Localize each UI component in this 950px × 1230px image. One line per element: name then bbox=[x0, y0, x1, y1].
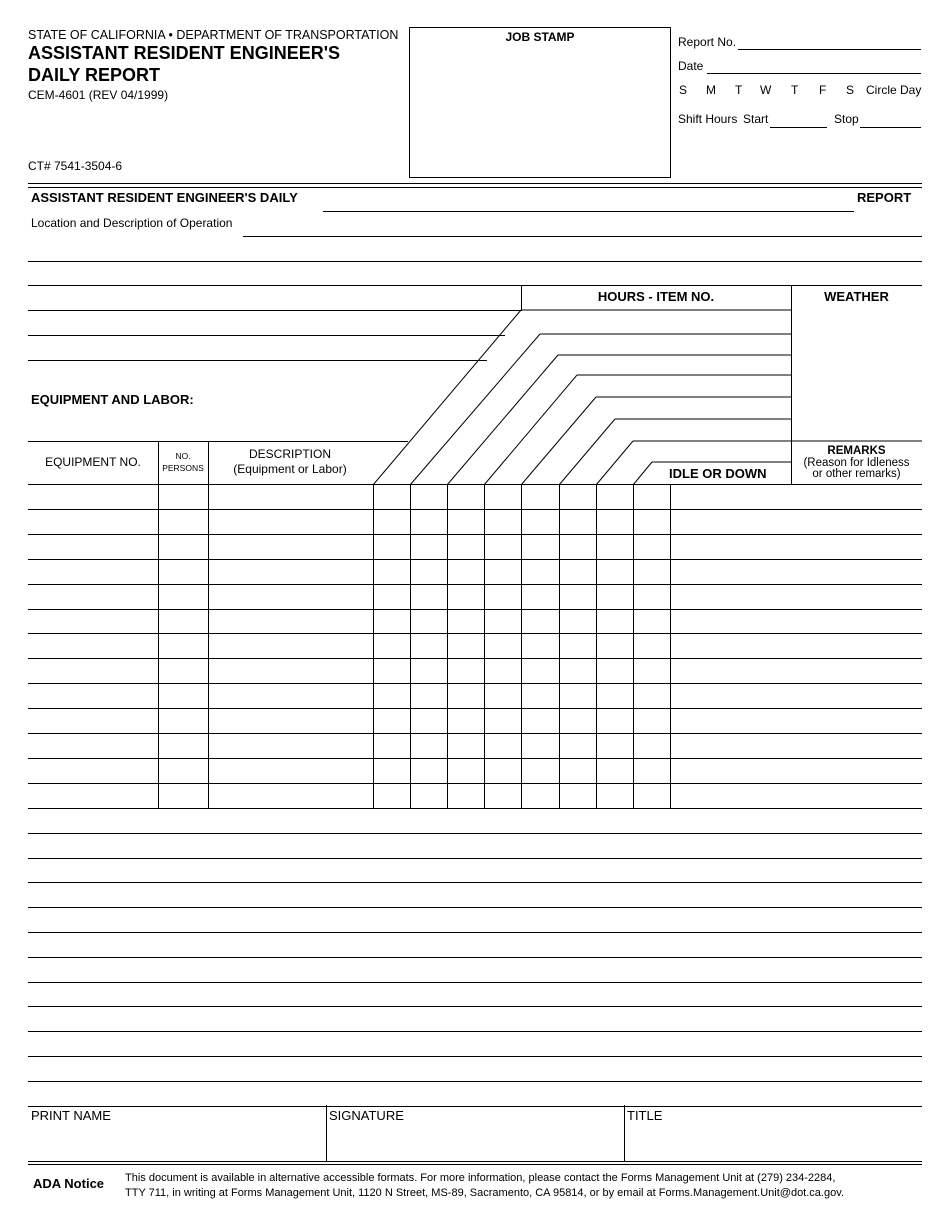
table-cell-input[interactable] bbox=[412, 786, 447, 804]
col-divider-persons bbox=[158, 441, 159, 808]
table-cell-input[interactable] bbox=[523, 587, 559, 605]
narrative-line bbox=[28, 882, 922, 883]
table-cell-input[interactable] bbox=[210, 786, 373, 804]
table-cell-input[interactable] bbox=[523, 562, 559, 580]
table-cell-input[interactable] bbox=[523, 487, 559, 505]
col-header-description-2: (Equipment or Labor) bbox=[233, 462, 347, 476]
table-cell-input[interactable] bbox=[30, 761, 158, 779]
table-cell-input[interactable] bbox=[598, 686, 633, 704]
table-cell-input[interactable] bbox=[561, 711, 596, 729]
narrative-line-input[interactable] bbox=[30, 1037, 922, 1054]
signature-input[interactable] bbox=[329, 1130, 623, 1156]
table-cell-input[interactable] bbox=[561, 487, 596, 505]
narrative-line bbox=[28, 858, 922, 859]
table-cell-input[interactable] bbox=[160, 686, 208, 704]
narrative-line bbox=[28, 907, 922, 908]
table-cell-input[interactable] bbox=[672, 636, 922, 654]
equipment-labor-label: EQUIPMENT AND LABOR: bbox=[31, 392, 194, 407]
table-cell-input[interactable] bbox=[375, 612, 410, 630]
table-cell-input[interactable] bbox=[375, 587, 410, 605]
table-cell-input[interactable] bbox=[635, 761, 670, 779]
table-cell-input[interactable] bbox=[635, 612, 670, 630]
table-cell-input[interactable] bbox=[412, 487, 447, 505]
table-cell-input[interactable] bbox=[30, 686, 158, 704]
narrative-line bbox=[28, 1006, 922, 1007]
signature-label: SIGNATURE bbox=[329, 1108, 404, 1123]
ada-notice-line2: TTY 711, in writing at Forms Management Unit, 1120 N Street, MS-89, Sacramento, CA 95814, or by email at Forms.Management.Unit@dot.ca.gov. bbox=[125, 1187, 844, 1199]
narrative-line bbox=[28, 982, 922, 983]
table-row-line bbox=[28, 509, 922, 510]
table-cell-input[interactable] bbox=[449, 612, 484, 630]
hours-item-column-line bbox=[521, 484, 522, 808]
table-cell-input[interactable] bbox=[210, 487, 373, 505]
table-cell-input[interactable] bbox=[30, 736, 158, 754]
hours-item-column-line bbox=[559, 484, 560, 808]
table-cell-input[interactable] bbox=[635, 711, 670, 729]
table-cell-input[interactable] bbox=[486, 636, 521, 654]
table-cell-input[interactable] bbox=[598, 711, 633, 729]
narrative-line-input[interactable] bbox=[30, 938, 922, 955]
table-cell-input[interactable] bbox=[672, 686, 922, 704]
day-friday[interactable]: F bbox=[819, 83, 827, 97]
hours-item-column-line bbox=[596, 484, 597, 808]
table-cell-input[interactable] bbox=[598, 761, 633, 779]
table-cell-input[interactable] bbox=[375, 537, 410, 555]
table-cell-input[interactable] bbox=[412, 661, 447, 679]
table-cell-input[interactable] bbox=[672, 537, 922, 555]
table-cell-input[interactable] bbox=[598, 537, 633, 555]
table-cell-input[interactable] bbox=[449, 562, 484, 580]
table-cell-input[interactable] bbox=[449, 512, 484, 530]
table-cell-input[interactable] bbox=[30, 537, 158, 555]
table-row-line bbox=[28, 683, 922, 684]
table-cell-input[interactable] bbox=[412, 636, 447, 654]
start-label: Start bbox=[743, 112, 769, 126]
table-cell-input[interactable] bbox=[412, 761, 447, 779]
form-title-line1: ASSISTANT RESIDENT ENGINEER'S bbox=[28, 43, 340, 63]
table-cell-input[interactable] bbox=[210, 537, 373, 555]
table-cell-input[interactable] bbox=[672, 562, 922, 580]
ada-notice-label: ADA Notice bbox=[33, 1176, 105, 1191]
day-tuesday[interactable]: T bbox=[735, 83, 743, 97]
table-cell-input[interactable] bbox=[30, 562, 158, 580]
hours-item-column-line bbox=[447, 484, 448, 808]
table-cell-input[interactable] bbox=[160, 661, 208, 679]
table-cell-input[interactable] bbox=[160, 711, 208, 729]
table-cell-input[interactable] bbox=[160, 636, 208, 654]
table-cell-input[interactable] bbox=[160, 786, 208, 804]
narrative-line bbox=[28, 932, 922, 933]
col-header-remarks-2: (Reason for Idleness bbox=[803, 457, 910, 469]
item-column-diagonals bbox=[0, 0, 950, 500]
table-cell-input[interactable] bbox=[210, 736, 373, 754]
shift-hours-label: Shift Hours bbox=[678, 112, 738, 126]
table-cell-input[interactable] bbox=[30, 636, 158, 654]
narrative-line bbox=[28, 957, 922, 958]
table-cell-input[interactable] bbox=[449, 636, 484, 654]
table-cell-input[interactable] bbox=[672, 736, 922, 754]
table-cell-input[interactable] bbox=[635, 636, 670, 654]
table-cell-input[interactable] bbox=[672, 786, 922, 804]
table-row-line bbox=[28, 808, 922, 809]
col-header-no-persons-1: NO. bbox=[175, 451, 191, 461]
table-cell-input[interactable] bbox=[412, 711, 447, 729]
narrative-line-input[interactable] bbox=[30, 863, 922, 880]
table-cell-input[interactable] bbox=[486, 686, 521, 704]
section-title-left: ASSISTANT RESIDENT ENGINEER'S DAILY bbox=[31, 190, 298, 205]
narrative-line-input[interactable] bbox=[30, 839, 922, 856]
location-label: Location and Description of Operation bbox=[31, 216, 233, 230]
narrative-line bbox=[28, 1106, 922, 1107]
table-row-line bbox=[28, 609, 922, 610]
title-input[interactable] bbox=[627, 1130, 921, 1156]
table-cell-input[interactable] bbox=[561, 512, 596, 530]
narrative-line-input[interactable] bbox=[30, 987, 922, 1004]
table-cell-input[interactable] bbox=[523, 537, 559, 555]
form-title-line2: DAILY REPORT bbox=[28, 65, 161, 85]
day-thursday[interactable]: T bbox=[791, 83, 799, 97]
report-no-label: Report No. bbox=[678, 35, 737, 49]
narrative-line-input[interactable] bbox=[30, 963, 922, 980]
table-row-line bbox=[28, 783, 922, 784]
table-row-line bbox=[28, 708, 922, 709]
col-header-no-persons-2: PERSONS bbox=[162, 463, 204, 473]
hours-item-column-line bbox=[373, 484, 374, 808]
table-cell-input[interactable] bbox=[523, 686, 559, 704]
stop-label: Stop bbox=[834, 112, 859, 126]
col-divider-description bbox=[208, 441, 209, 808]
table-cell-input[interactable] bbox=[672, 612, 922, 630]
col-header-equipment-no: EQUIPMENT NO. bbox=[45, 455, 141, 469]
table-cell-input[interactable] bbox=[412, 736, 447, 754]
table-cell-input[interactable] bbox=[210, 636, 373, 654]
circle-day-label: Circle Day bbox=[866, 83, 922, 97]
ada-notice-line1: This document is available in alternative accessible formats. For more information, please contact the Forms Management Unit at (279) 234-2284, bbox=[125, 1172, 836, 1184]
table-header-top bbox=[28, 441, 408, 442]
table-cell-input[interactable] bbox=[635, 786, 670, 804]
ct-number: CT# 7541-3504-6 bbox=[28, 159, 123, 173]
table-cell-input[interactable] bbox=[486, 587, 521, 605]
table-cell-input[interactable] bbox=[486, 786, 521, 804]
table-row-line bbox=[28, 658, 922, 659]
table-cell-input[interactable] bbox=[523, 661, 559, 679]
table-row-line bbox=[28, 559, 922, 560]
table-cell-input[interactable] bbox=[30, 587, 158, 605]
table-cell-input[interactable] bbox=[672, 587, 922, 605]
table-cell-input[interactable] bbox=[486, 537, 521, 555]
table-cell-input[interactable] bbox=[523, 612, 559, 630]
sig-divider-1 bbox=[326, 1105, 327, 1161]
table-cell-input[interactable] bbox=[672, 761, 922, 779]
narrative-line-input[interactable] bbox=[30, 913, 922, 930]
print-name-label: PRINT NAME bbox=[31, 1108, 111, 1123]
table-cell-input[interactable] bbox=[375, 636, 410, 654]
table-cell-input[interactable] bbox=[523, 512, 559, 530]
day-saturday[interactable]: S bbox=[846, 83, 855, 97]
table-cell-input[interactable] bbox=[635, 736, 670, 754]
job-stamp-label: JOB STAMP bbox=[505, 30, 575, 44]
table-cell-input[interactable] bbox=[523, 711, 559, 729]
table-cell-input[interactable] bbox=[412, 587, 447, 605]
table-cell-input[interactable] bbox=[210, 587, 373, 605]
table-cell-input[interactable] bbox=[160, 512, 208, 530]
table-cell-input[interactable] bbox=[449, 537, 484, 555]
table-cell-input[interactable] bbox=[210, 686, 373, 704]
table-cell-input[interactable] bbox=[210, 711, 373, 729]
table-cell-input[interactable] bbox=[449, 686, 484, 704]
table-cell-input[interactable] bbox=[635, 562, 670, 580]
table-cell-input[interactable] bbox=[598, 562, 633, 580]
table-cell-input[interactable] bbox=[30, 661, 158, 679]
table-cell-input[interactable] bbox=[635, 587, 670, 605]
table-cell-input[interactable] bbox=[412, 512, 447, 530]
weather-label: WEATHER bbox=[824, 289, 889, 304]
date-label: Date bbox=[678, 59, 704, 73]
table-cell-input[interactable] bbox=[561, 537, 596, 555]
table-cell-input[interactable] bbox=[672, 487, 922, 505]
table-cell-input[interactable] bbox=[160, 612, 208, 630]
table-cell-input[interactable] bbox=[486, 761, 521, 779]
day-monday[interactable]: M bbox=[706, 83, 716, 97]
table-cell-input[interactable] bbox=[561, 661, 596, 679]
table-cell-input[interactable] bbox=[160, 736, 208, 754]
table-cell-input[interactable] bbox=[375, 487, 410, 505]
narrative-line-input[interactable] bbox=[30, 814, 922, 831]
table-cell-input[interactable] bbox=[486, 512, 521, 530]
table-cell-input[interactable] bbox=[210, 761, 373, 779]
signature-bottom-line-2 bbox=[28, 1164, 922, 1165]
table-cell-input[interactable] bbox=[375, 686, 410, 704]
table-cell-input[interactable] bbox=[210, 661, 373, 679]
table-header-bottom bbox=[28, 484, 922, 485]
table-cell-input[interactable] bbox=[412, 612, 447, 630]
table-cell-input[interactable] bbox=[635, 686, 670, 704]
table-cell-input[interactable] bbox=[561, 761, 596, 779]
narrative-line bbox=[28, 833, 922, 834]
table-cell-input[interactable] bbox=[375, 512, 410, 530]
table-cell-input[interactable] bbox=[561, 686, 596, 704]
table-cell-input[interactable] bbox=[561, 786, 596, 804]
section-title-right: REPORT bbox=[857, 190, 912, 205]
table-cell-input[interactable] bbox=[375, 562, 410, 580]
col-header-description-1: DESCRIPTION bbox=[248, 447, 331, 461]
col-header-remarks-1: REMARKS bbox=[827, 445, 886, 457]
table-cell-input[interactable] bbox=[412, 562, 447, 580]
table-cell-input[interactable] bbox=[486, 562, 521, 580]
table-cell-input[interactable] bbox=[598, 636, 633, 654]
table-cell-input[interactable] bbox=[561, 636, 596, 654]
table-cell-input[interactable] bbox=[160, 761, 208, 779]
col-header-idle-or-down: IDLE OR DOWN bbox=[669, 466, 767, 481]
table-cell-input[interactable] bbox=[449, 711, 484, 729]
table-cell-input[interactable] bbox=[210, 562, 373, 580]
table-cell-input[interactable] bbox=[160, 537, 208, 555]
table-cell-input[interactable] bbox=[30, 786, 158, 804]
table-cell-input[interactable] bbox=[449, 761, 484, 779]
table-cell-input[interactable] bbox=[598, 736, 633, 754]
table-cell-input[interactable] bbox=[598, 587, 633, 605]
narrative-line bbox=[28, 1056, 922, 1057]
hours-item-column-line bbox=[484, 484, 485, 808]
table-cell-input[interactable] bbox=[561, 612, 596, 630]
table-cell-input[interactable] bbox=[449, 487, 484, 505]
table-row-line bbox=[28, 534, 922, 535]
table-cell-input[interactable] bbox=[561, 587, 596, 605]
table-cell-input[interactable] bbox=[30, 711, 158, 729]
title-label: TITLE bbox=[627, 1108, 663, 1123]
table-cell-input[interactable] bbox=[598, 786, 633, 804]
day-sunday[interactable]: S bbox=[679, 83, 688, 97]
narrative-line bbox=[28, 1031, 922, 1032]
narrative-line-input[interactable] bbox=[30, 1012, 922, 1029]
table-cell-input[interactable] bbox=[486, 487, 521, 505]
table-cell-input[interactable] bbox=[598, 512, 633, 530]
table-cell-input[interactable] bbox=[635, 487, 670, 505]
table-cell-input[interactable] bbox=[486, 661, 521, 679]
table-cell-input[interactable] bbox=[375, 786, 410, 804]
table-cell-input[interactable] bbox=[598, 487, 633, 505]
table-cell-input[interactable] bbox=[561, 562, 596, 580]
table-cell-input[interactable] bbox=[30, 512, 158, 530]
table-row-line bbox=[28, 633, 922, 634]
hours-item-label: HOURS - ITEM NO. bbox=[597, 289, 715, 304]
narrative-line-input[interactable] bbox=[30, 1062, 922, 1079]
form-number: CEM-4601 (REV 04/1999) bbox=[28, 88, 169, 102]
table-cell-input[interactable] bbox=[449, 661, 484, 679]
table-cell-input[interactable] bbox=[672, 711, 922, 729]
table-cell-input[interactable] bbox=[412, 686, 447, 704]
table-cell-input[interactable] bbox=[486, 711, 521, 729]
table-cell-input[interactable] bbox=[449, 786, 484, 804]
table-cell-input[interactable] bbox=[635, 537, 670, 555]
table-cell-input[interactable] bbox=[375, 661, 410, 679]
table-cell-input[interactable] bbox=[523, 636, 559, 654]
signature-bottom-line-1 bbox=[28, 1161, 922, 1162]
table-cell-input[interactable] bbox=[635, 512, 670, 530]
table-cell-input[interactable] bbox=[449, 587, 484, 605]
table-cell-input[interactable] bbox=[672, 661, 922, 679]
table-cell-input[interactable] bbox=[412, 537, 447, 555]
table-cell-input[interactable] bbox=[160, 487, 208, 505]
narrative-line bbox=[28, 1081, 922, 1082]
narrative-line-input[interactable] bbox=[30, 888, 922, 905]
print-name-input[interactable] bbox=[31, 1130, 325, 1156]
table-row-line bbox=[28, 584, 922, 585]
table-cell-input[interactable] bbox=[523, 786, 559, 804]
table-cell-input[interactable] bbox=[635, 661, 670, 679]
table-cell-input[interactable] bbox=[210, 512, 373, 530]
narrative-line-input[interactable] bbox=[30, 1087, 922, 1104]
table-cell-input[interactable] bbox=[523, 736, 559, 754]
table-row-line bbox=[28, 758, 922, 759]
table-cell-input[interactable] bbox=[160, 587, 208, 605]
table-cell-input[interactable] bbox=[486, 736, 521, 754]
col-header-remarks-3: or other remarks) bbox=[812, 468, 901, 480]
table-cell-input[interactable] bbox=[598, 661, 633, 679]
day-wednesday[interactable]: W bbox=[760, 83, 772, 97]
table-cell-input[interactable] bbox=[375, 736, 410, 754]
hours-item-column-line bbox=[410, 484, 411, 808]
table-row-line bbox=[28, 733, 922, 734]
sig-divider-2 bbox=[624, 1105, 625, 1161]
table-cell-input[interactable] bbox=[523, 761, 559, 779]
table-cell-input[interactable] bbox=[30, 612, 158, 630]
hours-item-column-line bbox=[633, 484, 634, 808]
table-cell-input[interactable] bbox=[672, 512, 922, 530]
table-cell-input[interactable] bbox=[561, 736, 596, 754]
table-cell-input[interactable] bbox=[449, 736, 484, 754]
table-cell-input[interactable] bbox=[486, 612, 521, 630]
table-cell-input[interactable] bbox=[598, 612, 633, 630]
table-cell-input[interactable] bbox=[160, 562, 208, 580]
table-cell-input[interactable] bbox=[210, 612, 373, 630]
table-cell-input[interactable] bbox=[30, 487, 158, 505]
table-cell-input[interactable] bbox=[375, 711, 410, 729]
hours-item-column-line bbox=[670, 484, 671, 808]
agency-name: STATE OF CALIFORNIA • DEPARTMENT OF TRANSPORTATION bbox=[28, 28, 399, 42]
table-cell-input[interactable] bbox=[375, 761, 410, 779]
